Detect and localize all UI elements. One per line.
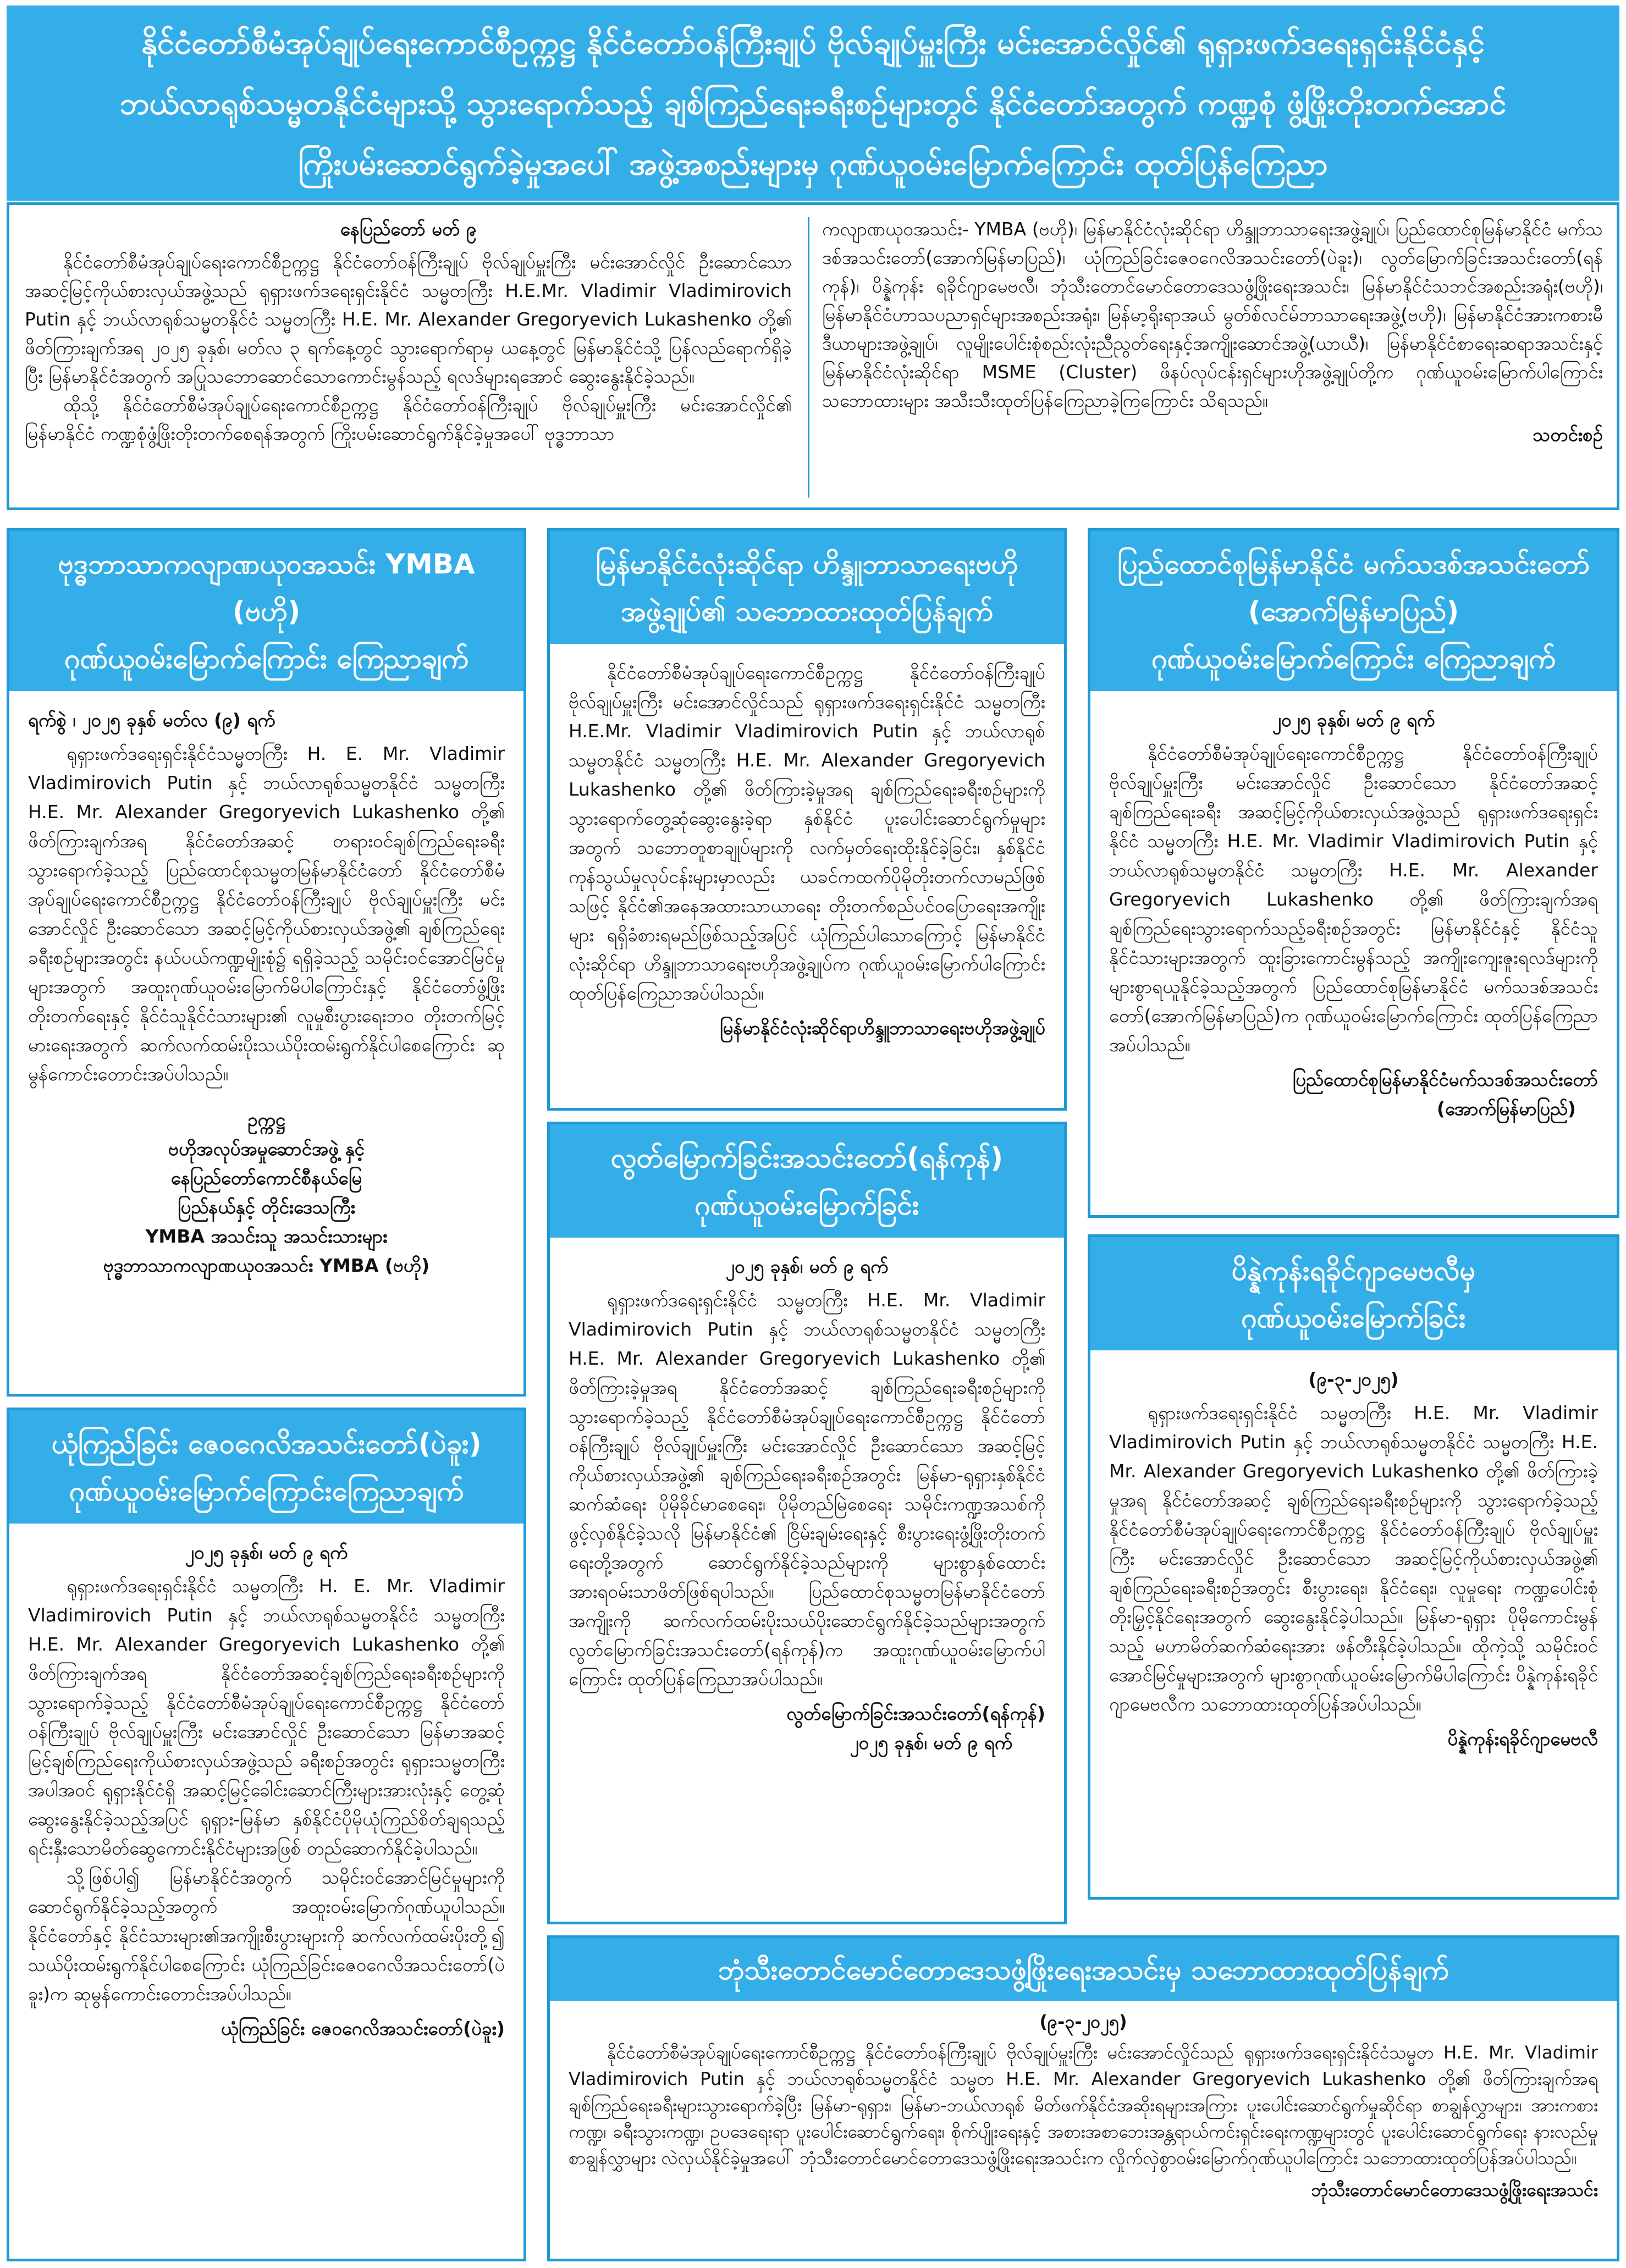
ymba-sig-line-3: နေပြည်တော်ကောင်စီနယ်မြေ bbox=[170, 1167, 362, 1189]
faith-church-title bbox=[9, 1410, 523, 1524]
ymba-dateline: ရက်စွဲ ၊ ၂၀၂၅ ခုနှစ် မတ်လ (၉) ရက် bbox=[28, 709, 275, 731]
headline-line-3: ကြိုးပမ်းဆောင်ရွက်ခဲ့မှုအပေါ် အဖွဲ့အစည်းများမှ ဂုဏ်ယူဝမ်းမြောက်ကြောင်း ထုတ်ပြန်ကြေညာ bbox=[298, 146, 1328, 182]
faith-church-paragraph-2: သို့ဖြစ်ပါ၍ မြန်မာနိုင်ငံအတွက် သမိုင်းဝင်အောင်မြင်မှုများကို ဆောင်ရွက်နိုင်ခဲ့သည့်အတွက် အထူးဝမ်းမြောက်ဂုဏ်ယူပါသည်။ နိုင်ငံတော်နှင့် နိုင်ငံသားများ၏အကျိုးစီးပွားများကို ဆက်လက်ထမ်းပိုးတို့၍ သယ်ပိုးထမ်းရွက်နိုင်ပါစေကြောင်း ယုံကြည်ခြင်းဇေဝဂေလိအသင်းတော်(ပဲခူး)က ဆုမွန်ကောင်းတောင်းအပ်ပါသည်။ bbox=[28, 1867, 505, 2005]
headline-line-2: ဘယ်လာရုစ်သမ္မတနိုင်ငံများသို့ သွားရောက်သည့် ချစ်ကြည်ရေးခရီးစဉ်များတွင် နိုင်ငံတော်အတွက် ကဏ္ဍစုံ ဖွံ့ဖြိုးတိုးတက်အောင် bbox=[119, 86, 1507, 122]
faith-church-paragraph-1: ရုရှားဖက်ဒရေးရှင်းနိုင်ငံ သမ္မတကြီး H. E. Mr. Vladimir Vladimirovich Putin နှင့် ဘယ်လာရုစ်သမ္မတနိုင်ငံ သမ္မတကြီး H.E. Mr. Alexander Gregoryevich Lukashenko တို့၏ ဖိတ်ကြားချက်အရ နိုင်ငံတော်အဆင့်ချစ်ကြည်ရေးခရီးစဉ်များကို သွားရောက်ခဲ့သည့် နိုင်ငံတော်စီမံအုပ်ချုပ်ရေးကောင်စီဥက္ကဋ္ဌ နိုင်ငံတော်ဝန်ကြီးချုပ် ဗိုလ်ချုပ်မှူးကြီး မင်းအောင်လှိုင် ဦးဆောင်သော မြန်မာအဆင့်မြင့်ချစ်ကြည်ရေးကိုယ်စားလှယ်အဖွဲ့သည် ခရီးစဉ်အတွင်း ရုရှားသမ္မတကြီးအပါအဝင် ရုရှားနိုင်ငံရှိ အဆင့်မြင့်ခေါင်းဆောင်ကြီးများအားလုံးနှင့် တွေ့ဆုံဆွေးနွေးနိုင်ခဲ့သည့်အပြင် ရုရှား-မြန်မာ နှစ်နိုင်ငံပိုမိုယုံကြည်စိတ်ချရသည့် ရင်းနှီးသောမိတ်ဆွေကောင်းနိုင်ငံများအဖြစ် တည်ဆောက်နိုင်ခဲ့ပါသည်။ bbox=[28, 1575, 505, 1859]
ymba-title-line-1: ဗုဒ္ဓဘာသာကလျာဏယုဝအသင်း YMBA (ဗဟို) bbox=[58, 548, 475, 627]
intro-right-column bbox=[822, 215, 1603, 449]
faith-church-dateline: ၂၀၂၅ ခုနှစ်၊ မတ် ၉ ရက် bbox=[185, 1542, 348, 1563]
headline-line-1: နိုင်ငံတော်စီမံအုပ်ချုပ်ရေးကောင်စီဥက္ကဋ္ဌ နိုင်ငံတော်ဝန်ကြီးချုပ် ဗိုလ်ချုပ်မှူးကြီး မင်းအောင်လှိုင်၏ ရုရှားဖက်ဒရေးရှင်းနိုင်ငံနှင့် bbox=[141, 25, 1485, 61]
freedom-church-title bbox=[550, 1124, 1064, 1238]
freedom-church-sign-date: ၂၀၂၅ ခုနှစ်၊ မတ် ၉ ရက် bbox=[850, 1732, 1012, 1753]
faith-church-signature: ယုံကြည်ခြင်း ဇေဝဂေလိအသင်းတော်(ပဲခူး) bbox=[221, 2018, 505, 2039]
mosque-dateline: (၉-၃-၂၀၂၅) bbox=[1308, 1368, 1399, 1390]
faith-church-body bbox=[9, 1524, 523, 2054]
methodist-announcement bbox=[1088, 528, 1619, 1218]
methodist-dateline: ၂၀၂၅ ခုနှစ်၊ မတ် ၉ ရက် bbox=[1272, 709, 1435, 731]
ymba-title-line-2: ဂုဏ်ယူဝမ်းမြောက်ကြောင်း ကြေညာချက် bbox=[64, 643, 468, 675]
mosque-paragraph: ရုရှားဖက်ဒရေးရှင်းနိုင်ငံ သမ္မတကြီး H.E. Mr. Vladimir Vladimirovich Putin နှင့် ဘယ်လာရုစ်သမ္မတနိုင်ငံ သမ္မတကြီး H.E. Mr. Alexander Gregoryevich Lukashenko တို့၏ ဖိတ်ကြားခဲ့မှုအရ နိုင်ငံတော်အဆင့် ချစ်ကြည်ရေးခရီးစဉ်များကို သွားရောက်ခဲ့သည့် နိုင်ငံတော်စီမံအုပ်ချုပ်ရေးကောင်စီဥက္ကဋ္ဌ နိုင်ငံတော်ဝန်ကြီးချုပ် ဗိုလ်ချုပ်မှူးကြီး မင်းအောင်လှိုင် ဦးဆောင်သော အဆင့်မြင့်ကိုယ်စားလှယ်အဖွဲ့၏ ချစ်ကြည်ရေးခရီးစဉ်အတွင်း စီးပွားရေး၊ နိုင်ငံရေး၊ လူမှုရေး ကဏ္ဍပေါင်းစုံ တိုးမြှင့်နိုင်ရေးအတွက် ဆွေးနွေးနိုင်ခဲ့ပါသည်။ မြန်မာ-ရုရှား ပိုမိုကောင်းမွန်သည့် မဟာမိတ်ဆက်ဆံရေးအား ဖန်တီးနိုင်ခဲ့ပါသည်။ ထိုကဲ့သို့ သမိုင်းဝင်အောင်မြင်မှုများအတွက် များစွာဂုဏ်ယူဝမ်းမြောက်မိပါကြောင်း ပိန္နဲကုန်းရခိုင်ဂျာမေဗလီက သဘောထားထုတ်ပြန်အပ်ပါသည်။ bbox=[1109, 1402, 1598, 1715]
bhoneth-body bbox=[550, 2001, 1617, 2214]
freedom-church-body bbox=[550, 1238, 1064, 1768]
intro-left-column bbox=[25, 215, 792, 448]
intro-paragraph-2: ထိုသို့ နိုင်ငံတော်စီမံအုပ်ချုပ်ရေးကောင်စီဥက္ကဋ္ဌ နိုင်ငံတော်ဝန်ကြီးချုပ် ဗိုလ်ချုပ်မှူးကြီး မင်းအောင်လှိုင်၏ မြန်မာနိုင်ငံ ကဏ္ဍစုံဖွံ့ဖြိုးတိုးတက်စေရန်အတွက် ကြိုးပမ်းဆောင်ရွက်နိုင်ခဲ့မှုအပေါ် ဗုဒ္ဓဘာသာ bbox=[25, 394, 792, 444]
ymba-body bbox=[9, 691, 523, 1291]
hindu-title-line-2: အဖွဲ့ချုပ်၏ သဘောထားထုတ်ပြန်ချက် bbox=[621, 595, 993, 627]
ymba-paragraph: ရုရှားဖက်ဒရေးရှင်းနိုင်ငံသမ္မတကြီး H. E. Mr. Vladimir Vladimirovich Putin နှင့် ဘယ်လာရုစ်သမ္မတနိုင်ငံ သမ္မတကြီး H.E. Mr. Alexander Gregoryevich Lukashenko တို့၏ ဖိတ်ကြားချက်အရ နိုင်ငံတော်အဆင့် တရားဝင်ချစ်ကြည်ရေးခရီး သွားရောက်ခဲ့သည့် ပြည်ထောင်စုသမ္မတမြန်မာနိုင်ငံတော် နိုင်ငံတော်စီမံအုပ်ချုပ်ရေးကောင်စီဥက္ကဋ္ဌ နိုင်ငံတော်ဝန်ကြီးချုပ် ဗိုလ်ချုပ်မှူးကြီး မင်းအောင်လှိုင် ဦးဆောင်သော အဆင့်မြင့်ကိုယ်စားလှယ်အဖွဲ့၏ ချစ်ကြည်ရေးခရီးစဉ်များအတွင်း နယ်ပယ်ကဏ္ဍမျိုးစုံ၌ ရရှိခဲ့သည့် သမိုင်းဝင်အောင်မြင်မှုများအတွက် အထူးဂုဏ်ယူဝမ်းမြောက်မိပါကြောင်းနှင့် နိုင်ငံတော်ဖွံ့ဖြိုးတိုးတက်ရေးနှင့် နိုင်ငံသူနိုင်ငံသားများ၏ လူမှုစီးပွားရေးဘဝ တိုးတက်မြင့်မားရေးအတွက် ဆက်လက်ထမ်းပိုးသယ်ပိုးထမ်းရွက်နိုင်ပါစေကြောင်း ဆုမွန်ကောင်းတောင်းအပ်ပါသည်။ bbox=[28, 743, 505, 1085]
ymba-sig-line-5: YMBA အသင်းသူ အသင်းသားများ bbox=[145, 1226, 388, 1247]
freedom-church-dateline: ၂၀၂၅ ခုနှစ်၊ မတ် ၉ ရက် bbox=[725, 1256, 889, 1277]
ymba-title bbox=[9, 531, 523, 691]
bhoneth-signature: ဘုံသီးတောင်မောင်တောဒေသဖွံ့ဖြိုးရေးအသင်း bbox=[1311, 2179, 1598, 2200]
freedom-church-announcement bbox=[547, 1122, 1067, 1924]
ymba-sig-line-6: ဗုဒ္ဓဘာသာကလျာဏယုဝအသင်း YMBA (ဗဟို) bbox=[103, 1255, 430, 1276]
faith-church-title-line-2: ဂုဏ်ယူဝမ်းမြောက်ကြောင်းကြေညာချက် bbox=[69, 1475, 464, 1507]
intro-dateline: နေပြည်တော် မတ် ၉ bbox=[340, 218, 477, 240]
ymba-sig-line-2: ဗဟိုအလုပ်အမှုဆောင်အဖွဲ့ နှင့် bbox=[168, 1138, 365, 1160]
mosque-title bbox=[1090, 1237, 1617, 1350]
intro-column-divider bbox=[808, 217, 809, 498]
methodist-body bbox=[1090, 691, 1617, 1134]
hindu-title-line-1: မြန်မာနိုင်ငံလုံးဆိုင်ရာ ဟိန္ဒူဘာသာရေးဗဟို bbox=[596, 548, 1018, 580]
methodist-title-line-2: (အောက်မြန်မာပြည်) bbox=[1248, 595, 1459, 627]
intro-byline: သတင်းစဉ် bbox=[1533, 424, 1603, 445]
mosque-title-line-1: ပိန္နဲကုန်းရခိုင်ဂျာမေဗလီမှ bbox=[1231, 1255, 1476, 1287]
hindu-body bbox=[550, 644, 1064, 1053]
methodist-paragraph: နိုင်ငံတော်စီမံအုပ်ချုပ်ရေးကောင်စီဥက္ကဋ္ဌ နိုင်ငံတော်ဝန်ကြီးချုပ် ဗိုလ်ချုပ်မှူးကြီး မင်းအောင်လှိုင် ဦးဆောင်သော နိုင်ငံတော်အဆင့် ချစ်ကြည်ရေးခရီး အဆင့်မြင့်ကိုယ်စားလှယ်အဖွဲ့သည် ရုရှားဖက်ဒရေးရှင်းနိုင်ငံ သမ္မတကြီး H.E. Mr. Vladimir Vladimirovich Putin နှင့် ဘယ်လာရုစ်သမ္မတနိုင်ငံ သမ္မတကြီး H.E. Mr. Alexander Gregoryevich Lukashenko တို့၏ ဖိတ်ကြားချက်အရ ချစ်ကြည်ရေးသွားရောက်သည့်ခရီးစဉ်အတွင်း မြန်မာနိုင်ငံနှင့် နိုင်ငံသူနိုင်ငံသားများအတွက် ထူးခြားကောင်းမွန်သည့် အကျိုးကျေးဇူးရလဒ်များကို များစွာရယူနိုင်ခဲ့သည့်အတွက် ပြည်ထောင်စုမြန်မာနိုင်ငံ မက်သဒစ်အသင်းတော်(အောက်မြန်မာပြည်)က ဂုဏ်ယူဝမ်းမြောက်ကြောင်း ထုတ်ပြန်ကြေညာအပ်ပါသည်။ bbox=[1109, 743, 1598, 1056]
freedom-church-title-line-1: လွတ်မြောက်ခြင်းအသင်းတော်(ရန်ကုန်) bbox=[610, 1142, 1004, 1174]
hindu-announcement bbox=[547, 528, 1067, 1111]
hindu-paragraph: နိုင်ငံတော်စီမံအုပ်ချုပ်ရေးကောင်စီဥက္ကဋ္ဌ နိုင်ငံတော်ဝန်ကြီးချုပ် ဗိုလ်ချုပ်မှူးကြီး မင်းအောင်လှိုင်သည် ရုရှားဖက်ဒရေးရှင်းနိုင်ငံ သမ္မတကြီး H.E.Mr. Vladimir Vladimirovich Putin နှင့် ဘယ်လာရုစ်သမ္မတနိုင်ငံ သမ္မတကြီး H.E. Mr. Alexander Gregoryevich Lukashenko တို့၏ ဖိတ်ကြားခဲ့မှုအရ ချစ်ကြည်ရေးခရီးစဉ်များကို သွားရောက်တွေ့ဆုံဆွေးနွေးခဲ့ရာ နှစ်နိုင်ငံ ပူးပေါင်းဆောင်ရွက်မှုများအတွက် သဘောတူစာချုပ်များကို လက်မှတ်ရေးထိုးနိုင်ခဲ့ခြင်း၊ နှစ်နိုင်ငံကုန်သွယ်မှုလုပ်ငန်းများမှာလည်း ယခင်ကထက်ပိုမိုတိုးတက်လာမည်ဖြစ်သဖြင့် နိုင်ငံ၏အနေအထားသာယာရေး တိုးတက်စည်ပင်ဝပြောရေးအကျိုးများ ရရှိခံစားရမည်ဖြစ်သည့်အပြင် ယုံကြည်ပါသောကြောင့် မြန်မာနိုင်ငံလုံးဆိုင်ရာ ဟိန္ဒူဘာသာရေးဗဟိုအဖွဲ့ချုပ်က ဂုဏ်ယူဝမ်းမြောက်ပါကြောင်း ထုတ်ပြန်ကြေညာအပ်ပါသည်။ bbox=[569, 662, 1045, 1004]
ymba-sig-line-4: ပြည်နယ်နှင့် တိုင်းဒေသကြီး bbox=[178, 1196, 355, 1218]
freedom-church-signature: လွတ်မြောက်ခြင်းအသင်းတော်(ရန်ကုန်) bbox=[786, 1703, 1045, 1724]
faith-church-title-line-1: ယုံကြည်ခြင်း ဇေဝဂေလိအသင်းတော်(ပဲခူး) bbox=[51, 1428, 482, 1460]
mosque-announcement bbox=[1088, 1234, 1619, 1900]
methodist-title-line-3: ဂုဏ်ယူဝမ်းမြောက်ကြောင်း ကြေညာချက် bbox=[1151, 643, 1556, 675]
freedom-church-paragraph: ရုရှားဖက်ဒရေးရှင်းနိုင်ငံ သမ္မတကြီး H.E. Mr. Vladimir Vladimirovich Putin နှင့် ဘယ်လာရုစ်သမ္မတနိုင်ငံ သမ္မတကြီး H.E. Mr. Alexander Gregoryevich Lukashenko တို့၏ ဖိတ်ကြားခဲ့မှုအရ နိုင်ငံတော်အဆင့် ချစ်ကြည်ရေးခရီးစဉ်များကို သွားရောက်ခဲ့သည့် နိုင်ငံတော်စီမံအုပ်ချုပ်ရေးကောင်စီဥက္ကဋ္ဌ နိုင်ငံတော်ဝန်ကြီးချုပ် ဗိုလ်ချုပ်မှူးကြီး မင်းအောင်လှိုင် ဦးဆောင်သော အဆင့်မြင့်ကိုယ်စားလှယ်အဖွဲ့၏ ချစ်ကြည်ရေးခရီးစဉ်အတွင်း မြန်မာ-ရုရှားနှစ်နိုင်ငံဆက်ဆံရေး ပိုမိုခိုင်မာစေရေး၊ ပိုမိုတည်မြဲစေရေး သမိုင်းကဏ္ဍအသစ်ကို ဖွင့်လှစ်နိုင်ခဲ့သလို မြန်မာနိုင်ငံ၏ ငြိမ်းချမ်းရေးနှင့် စီးပွားရေးဖွံ့ဖြိုးတိုးတက်ရေးတို့အတွက် ဆောင်ရွက်နိုင်ခဲ့သည်များကို များစွာနှစ်ထောင်းအားရဝမ်းသာဖိတ်ဖြစ်ရပါသည်။ ပြည်ထောင်စုသမ္မတမြန်မာနိုင်ငံတော်အကျိုးကို ဆက်လက်ထမ်းပိုးသယ်ပိုးဆောင်ရွက်နိုင်ခဲ့သည်များအတွက် လွတ်မြောက်ခြင်းအသင်းတော်(ရန်ကုန်)က အထူးဂုဏ်ယူဝမ်းမြောက်ပါကြောင်း ထုတ်ပြန်ကြေညာအပ်ပါသည်။ bbox=[569, 1289, 1045, 1690]
hindu-signature: မြန်မာနိုင်ငံလုံးဆိုင်ရာဟိန္ဒူဘာသာရေးဗဟိုအဖွဲ့ချုပ် bbox=[719, 1017, 1045, 1039]
methodist-title-line-1: ပြည်ထောင်စုမြန်မာနိုင်ငံ မက်သဒစ်အသင်းတော် bbox=[1117, 548, 1590, 580]
ymba-announcement bbox=[7, 528, 526, 1397]
bhoneth-title bbox=[550, 1938, 1617, 2001]
ymba-signatories bbox=[28, 1105, 505, 1280]
methodist-signature: ပြည်ထောင်စုမြန်မာနိုင်ငံမက်သဒစ်အသင်းတော် bbox=[1292, 1069, 1598, 1090]
freedom-church-title-line-2: ဂုဏ်ယူဝမ်းမြောက်ခြင်း bbox=[695, 1189, 919, 1221]
bhoneth-development-announcement bbox=[547, 1935, 1619, 2261]
ymba-sig-line-1: ဥက္ကဋ္ဌ bbox=[247, 1109, 285, 1130]
headline-banner bbox=[7, 5, 1619, 201]
methodist-title bbox=[1090, 531, 1617, 691]
intro-article bbox=[7, 202, 1619, 510]
mosque-title-line-2: ဂုဏ်ယူဝမ်းမြောက်ခြင်း bbox=[1241, 1302, 1466, 1334]
bhoneth-title-line: ဘုံသီးတောင်မောင်တောဒေသဖွံ့ဖြိုးရေးအသင်းမှ သဘောထားထုတ်ပြန်ချက် bbox=[718, 1954, 1449, 1986]
bhoneth-paragraph: နိုင်ငံတော်စီမံအုပ်ချုပ်ရေးကောင်စီဥက္ကဋ္ဌ နိုင်ငံတော်ဝန်ကြီးချုပ် ဗိုလ်ချုပ်မှူးကြီး မင်းအောင်လှိုင်သည် ရုရှားဖက်ဒရေးရှင်းနိုင်ငံသမ္မတ H.E. Mr. Vladimir Vladimirovich Putin နှင့် ဘယ်လာရုစ်သမ္မတနိုင်ငံ သမ္မတ H.E. Mr. Alexander Gregoryevich Lukashenko တို့၏ ဖိတ်ကြားချက်အရ ချစ်ကြည်ရေးခရီးများသွားရောက်ခဲ့ပြီး မြန်မာ-ရုရှား၊ မြန်မာ-ဘယ်လာရုစ် မိတ်ဖက်နိုင်ငံအဆိုးရများအကြား ပူးပေါင်းဆောင်ရွက်မှုဆိုင်ရာ စာချွန်လွှာများ၊ အားကစားကဏ္ဍ၊ ခရီးသွားကဏ္ဍ၊ ဥပဒေရေးရာ ပူးပေါင်းဆောင်ရွက်ရေး၊ စိုက်ပျိုးရေးနှင့် အစားအစာဘေးအန္တရာယ်ကင်းရှင်းရေးကဏ္ဍများတွင် ပူးပေါင်းဆောင်ရွက်ရေး နားလည်မှုစာချွန်လွှာများ လဲလှယ်နိုင်ခဲ့မှုအပေါ် ဘုံသီးတောင်မောင်တောဒေသဖွံ့ဖြိုးရေးအသင်းက လှိုက်လှဲစွာဝမ်းမြောက်ဂုဏ်ယူပါကြောင်း သဘောထားထုတ်ပြန်အပ်ပါသည်။ bbox=[569, 2042, 1598, 2168]
bhoneth-dateline: (၉-၃-၂၀၂၅) bbox=[1039, 2011, 1127, 2032]
intro-paragraph-3: ကလျာဏယုဝအသင်း- YMBA (ဗဟို)၊ မြန်မာနိုင်ငံလုံးဆိုင်ရာ ဟိန္ဒူဘာသာရေးအဖွဲ့ချုပ်၊ ပြည်ထောင်စုမြန်မာနိုင်ငံ မက်သဒစ်အသင်းတော်(အောက်မြန်မာပြည်)၊ ယုံကြည်ခြင်းဇေဝဂေလိအသင်းတော်(ပဲခူး)၊ လွတ်မြောက်ခြင်းအသင်းတော်(ရန်ကုန်)၊ ပိန္နဲကုန်း ရခိုင်ဂျာမေဗလီ၊ ဘုံသီးတောင်မောင်တောဒေသဖွံ့ဖြိုးရေးအသင်း၊ မြန်မာနိုင်ငံသဘင်အစည်းအရုံး(ဗဟို)၊ မြန်မာနိုင်ငံဟာသပညာရှင်များအစည်းအရုံး၊ မြန်မာ့ရိုးရာအယ် မွတ်စ်လင်မ်ဘာသာရေးအဖွဲ့(ဗဟို)၊ မြန်မာနိုင်ငံအားကစားမီဒီယာများအဖွဲ့ချုပ်၊ လူမျိုးပေါင်းစုံစည်းလုံးညီညွတ်ရေးနှင့်အကျိုးဆောင်အဖွဲ့(ယာယီ)၊ မြန်မာနိုင်ငံစာရေးဆရာအသင်းနှင့် မြန်မာနိုင်ငံလုံးဆိုင်ရာ MSME (Cluster) ဖိနပ်လုပ်ငန်းရှင်များဟိုအဖွဲ့ချုပ်တို့က ဂုဏ်ယူဝမ်းမြောက်ပါကြောင်း သဘောထားများ အသီးသီးထုတ်ပြန်ကြေညာခဲ့ကြကြောင်း သိရသည်။ bbox=[822, 218, 1603, 411]
intro-paragraph-1: နိုင်ငံတော်စီမံအုပ်ချုပ်ရေးကောင်စီဥက္ကဋ္ဌ နိုင်ငံတော်ဝန်ကြီးချုပ် ဗိုလ်ချုပ်မှူးကြီး မင်းအောင်လှိုင် ဦးဆောင်သော အဆင့်မြင့်ကိုယ်စားလှယ်အဖွဲ့သည် ရုရှားဖက်ဒရေးရှင်းနိုင်ငံ သမ္မတကြီး H.E.Mr. Vladimir Vladimirovich Putin နှင့် ဘယ်လာရုစ်သမ္မတနိုင်ငံ သမ္မတကြီး H.E. Mr. Alexander Gregoryevich Lukashenko တို့၏ ဖိတ်ကြားချက်အရ ၂၀၂၅ ခုနှစ်၊ မတ်လ ၃ ရက်နေ့တွင် သွားရောက်ရာမှ ယနေ့တွင် မြန်မာနိုင်ငံသို့ ပြန်လည်ရောက်ရှိခဲ့ပြီး မြန်မာနိုင်ငံအတွက် အပြုသဘောဆောင်သောကောင်းမွန်သည့် ရလဒ်များရအောင် ဆွေးနွေးနိုင်ခဲ့သည်။ bbox=[25, 251, 792, 387]
mosque-body bbox=[1090, 1350, 1617, 1764]
methodist-signature-region: (အောက်မြန်မာပြည်) bbox=[1436, 1098, 1576, 1119]
faith-church-announcement bbox=[7, 1408, 526, 2261]
hindu-title bbox=[550, 531, 1064, 644]
mosque-signature: ပိန္နဲကုန်းရခိုင်ဂျာမေဗလီ bbox=[1447, 1728, 1598, 1750]
